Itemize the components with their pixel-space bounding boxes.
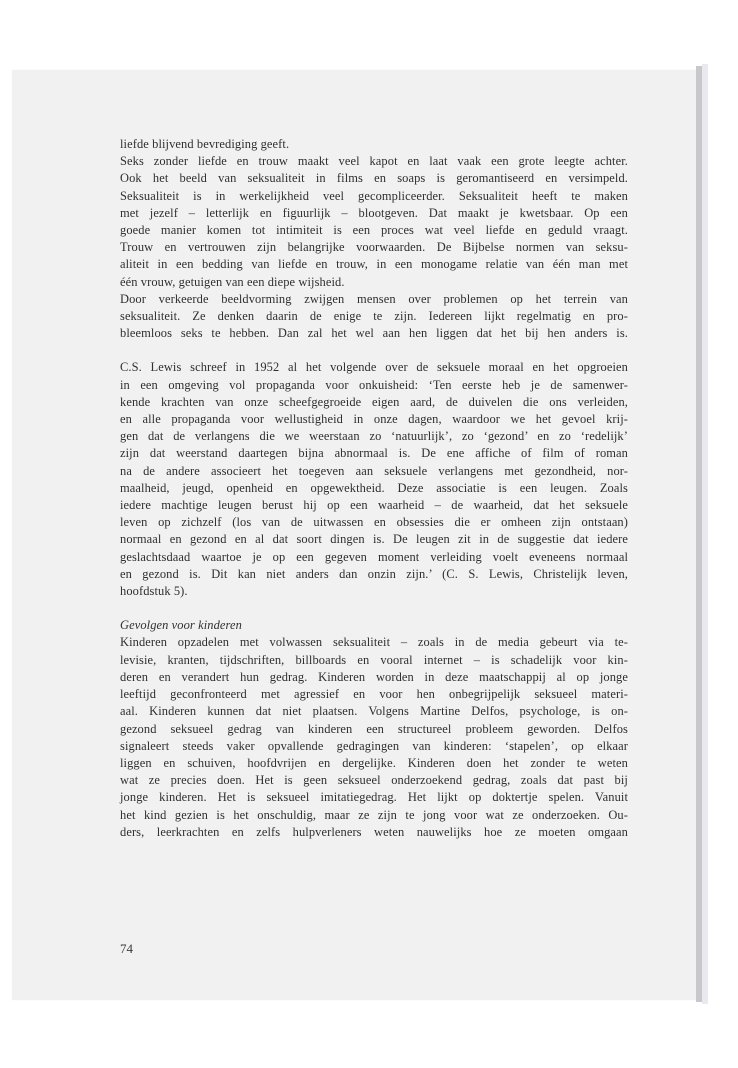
text-line: één vrouw, getuigen van een diepe wijsheid. (120, 274, 345, 289)
text-line: C.S. Lewis schreef in 1952 al het volgende over de seksuele moraal en het opgroeien (120, 360, 628, 375)
section-heading: Gevolgen voor kinderen (120, 618, 242, 633)
text-line: Ook het beeld van seksualiteit in films en soaps is geromantiseerd en versimpeld. (120, 171, 628, 186)
text-line: Kinderen opzadelen met volwassen seksualiteit – zoals in de media gebeurt via te- (120, 635, 628, 650)
text-line: iedere machtige leugen berust hij op een waarheid – de waarheid, dat het seksuele (120, 498, 628, 513)
text-line: hoofdstuk 5). (120, 584, 188, 599)
page-text (120, 136, 628, 841)
text-line: met jezelf – letterlijk en figuurlijk – blootgeven. Dat maakt je kwetsbaar. Op een (120, 205, 628, 220)
text-line: levisie, kranten, tijdschriften, billboards en vooral internet – is schadelijk voor kin- (120, 652, 628, 667)
text-line: geslachtsdaad waartoe je op een gegeven moment verleiding voelt eveneens normaal (120, 549, 628, 564)
page-edge-highlight (702, 64, 708, 1004)
text-line: en alle propaganda voor wellustigheid in onze dagen, waardoor we het gevoel krij- (120, 412, 628, 427)
text-line: Seks zonder liefde en trouw maakt veel kapot en laat vaak een grote leegte achter. (120, 154, 628, 169)
text-line: Door verkeerde beeldvorming zwijgen mensen over problemen op het terrein van (120, 291, 628, 306)
text-line: leven op zichzelf (los van de uitwassen en obsessies die er omheen zijn ontstaan) (120, 515, 628, 530)
text-line: ders, leerkrachten en zelfs hulpverleners weten nauwelijks hoe ze moeten omgaan (120, 824, 628, 839)
text-line: goede manier komen tot intimiteit is een proces wat veel liefde en geduld vraagt. (120, 223, 628, 238)
paragraph-gap (120, 600, 628, 617)
text-line: aliteit in een bedding van liefde en trouw, in een monogame relatie van één man met (120, 257, 628, 272)
text-line: gen dat de verlangens die we weerstaan zo ‘natuurlijk’, zo ‘gezond’ en zo ‘redelijk’ (120, 429, 628, 444)
text-line: na de andere associeert het toegeven aan seksuele verlangens met gezondheid, nor- (120, 463, 628, 478)
text-line: liggen en schuiven, hoofdvrijen en dergelijke. Kinderen doen het zonder te weten (120, 755, 628, 770)
text-line: Seksualiteit is in werkelijkheid veel gecompliceerder. Seksualiteit heeft te maken (120, 188, 628, 203)
text-line: signaleert steeds vaker opvallende gedragingen van kinderen: ‘stapelen’, op elkaar (120, 738, 628, 753)
text-line: kende krachten van onze scheefgegroeide eigen aard, de duivelen die ons verleiden, (120, 394, 628, 409)
text-line: seksualiteit. Ze denken daarin de enige te zijn. Iedereen lijkt regelmatig en pro- (120, 309, 628, 324)
paragraph-1 (120, 136, 628, 342)
text-line: en gezond is. Dit kan niet anders dan onzin zijn.’ (C. S. Lewis, Christelijk leven, (120, 566, 628, 581)
text-line: in een omgeving vol propaganda voor onkuisheid: ‘Ten eerste heb je de samenwer- (120, 377, 628, 392)
page-number: 74 (120, 941, 133, 956)
text-line: gezond seksueel gedrag van kinderen een structureel probleem geworden. Delfos (120, 721, 628, 736)
text-line: aal. Kinderen kunnen dat niet plaatsen. Volgens Martine Delfos, psychologe, is on- (120, 704, 628, 719)
text-line: wat ze precies doen. Het is geen seksueel onderzoekend gedrag, zoals dat past bij (120, 773, 628, 788)
text-line: deren en verandert hun gedrag. Kinderen worden in deze maatschappij al op jonge (120, 669, 628, 684)
section-gevolgen-voor-kinderen (120, 617, 628, 841)
text-line: maalheid, jeugd, openheid en opgewektheid. Deze associatie is een leugen. Zoals (120, 480, 628, 495)
paragraph-gap (120, 342, 628, 359)
text-line: leeftijd geconfronteerd met agressief en voor hen onbegrijpelijk seksueel materi- (120, 687, 628, 702)
text-line: jonge kinderen. Het is seksueel imitatiegedrag. Het lijkt op doktertje spelen. Vanuit (120, 790, 628, 805)
text-line: normaal en gezond en al dat soort dingen is. De leugen zit in de suggestie dat iedere (120, 532, 628, 547)
text-line: bleemloos seks te hebben. Dan zal het wel aan hen liggen dat het bij hen anders is. (120, 326, 628, 341)
paragraph-2 (120, 359, 628, 600)
text-line: Trouw en vertrouwen zijn belangrijke voorwaarden. De Bijbelse normen van seksu- (120, 240, 628, 255)
text-line: het kind gezien is het onschuldig, maar ze zijn te jong voor wat ze onderzoeken. Ou- (120, 807, 628, 822)
text-line: zijn dat weerstand daartegen bijna abnormaal is. De ene affiche of film of roman (120, 446, 628, 461)
text-line: liefde blijvend bevrediging geeft. (120, 137, 290, 151)
